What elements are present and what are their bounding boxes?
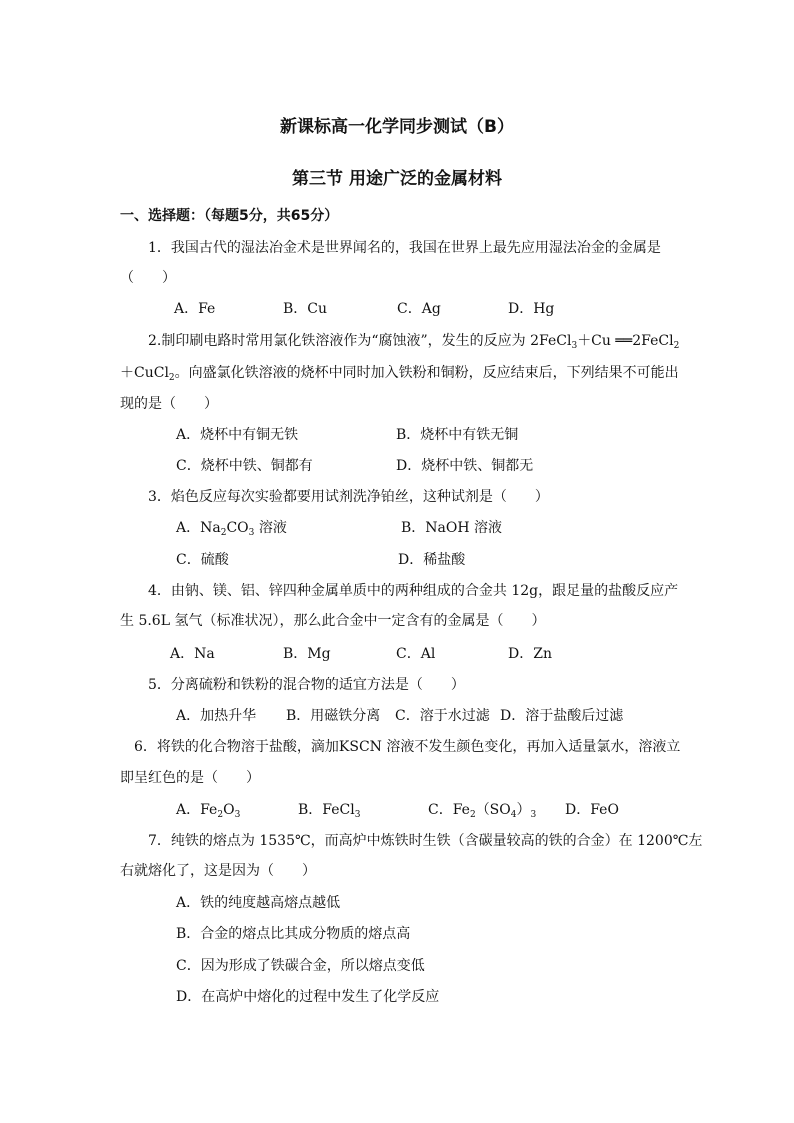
q6-option-d: D．FeO bbox=[565, 802, 619, 818]
q2-stem-line2: ＋CuCl$_2$。向盛氯化铁溶液的烧杯中同时加入铁粉和铜粉，反应结束后，下列结果不可能出 bbox=[120, 365, 679, 383]
q5-option-b: B．用磁铁分离 bbox=[286, 708, 381, 724]
q2-option-c: C．烧杯中铁、铜都有 bbox=[176, 458, 313, 474]
q7-option-a: A．铁的纯度越高熔点越低 bbox=[176, 895, 341, 911]
q7-option-d: D．在高炉中熔化的过程中发生了化学反应 bbox=[176, 989, 440, 1005]
q4-stem-line2: 生 5.6L 氢气（标准状况），那么此合金中一定含有的金属是（ ） bbox=[120, 613, 546, 629]
q7-option-c: C．因为形成了铁碳合金，所以熔点变低 bbox=[176, 958, 425, 974]
doc-title: 新课标高一化学同步测试（B） bbox=[280, 117, 514, 137]
q1-option-c: C．Ag bbox=[397, 301, 441, 317]
q6-option-c: C．$Fe_2(SO_4)_3$ bbox=[428, 802, 537, 820]
q3-stem-line1: 3．焰色反应每次实验都要用试剂洗净铂丝，这种试剂是（ ） bbox=[148, 489, 549, 505]
q5-option-c: C．溶于水过滤 bbox=[395, 708, 490, 724]
q5-stem-line1: 5．分离硫粉和铁粉的混合物的适宜方法是（ ） bbox=[148, 677, 465, 693]
q4-stem-line1: 4．由钠、镁、铝、锌四种金属单质中的两种组成的合金共 12g，跟足量的盐酸反应产 bbox=[148, 583, 679, 599]
q7-stem-line1: 7．纯铁的熔点为 1535℃，而高炉中炼铁时生铁（含碳量较高的铁的合金）在 1200℃左 bbox=[148, 833, 703, 849]
q5-option-d: D．溶于盐酸后过滤 bbox=[500, 708, 624, 724]
q4-option-d: D．Zn bbox=[508, 646, 552, 662]
q7-option-b: B．合金的熔点比其成分物质的熔点高 bbox=[176, 926, 411, 942]
q1-stem-line1: 1．我国古代的湿法冶金术是世界闻名的，我国在世界上最先应用湿法冶金的金属是 bbox=[148, 240, 661, 256]
q1-option-d: D．Hg bbox=[508, 301, 555, 317]
q6-option-b: B．FeCl$_3$ bbox=[298, 802, 361, 820]
q7-stem-line2: 右就熔化了，这是因为（ ） bbox=[120, 863, 316, 879]
doc-subtitle: 第三节 用途广泛的金属材料 bbox=[292, 169, 502, 189]
q2-option-d: D．烧杯中铁、铜都无 bbox=[396, 458, 534, 474]
q3-option-b: B．NaOH 溶液 bbox=[401, 520, 503, 536]
q2-option-a: A．烧杯中有铜无铁 bbox=[176, 427, 299, 443]
q6-option-a: A．$Fe_2O_3$ bbox=[176, 802, 241, 820]
q4-option-a: A．Na bbox=[170, 646, 215, 662]
q2-stem-line3: 现的是（ ） bbox=[120, 396, 218, 412]
q6-stem-line2: 即呈红色的是（ ） bbox=[120, 770, 260, 786]
q1-option-a: A．Fe bbox=[174, 301, 216, 317]
q6-stem-line1: 6．将铁的化合物溶于盐酸，滴加KSCN 溶液不发生颜色变化，再加入适量氯水，溶液立 bbox=[134, 739, 681, 755]
q3-option-a: A．$Na_2CO_3$ 溶液 bbox=[176, 520, 287, 538]
q3-option-d: D．稀盐酸 bbox=[398, 552, 466, 568]
q1-option-b: B．Cu bbox=[283, 301, 328, 317]
q1-stem-line2: （ ） bbox=[120, 270, 176, 286]
q5-option-a: A．加热升华 bbox=[176, 708, 257, 724]
q2-stem-line1: 2.制印刷电路时常用氯化铁溶液作为“腐蚀液”，发生的反应为 2FeCl$_3$＋Cu ══2FeCl$_2$ bbox=[148, 333, 680, 351]
section-heading: 一、选择题：（每题5分，共65分） bbox=[120, 208, 339, 224]
q3-option-c: C．硫酸 bbox=[176, 552, 229, 568]
q4-option-b: B．Mg bbox=[283, 646, 331, 662]
q2-option-b: B．烧杯中有铁无铜 bbox=[396, 427, 519, 443]
q4-option-c: C．Al bbox=[396, 646, 436, 662]
